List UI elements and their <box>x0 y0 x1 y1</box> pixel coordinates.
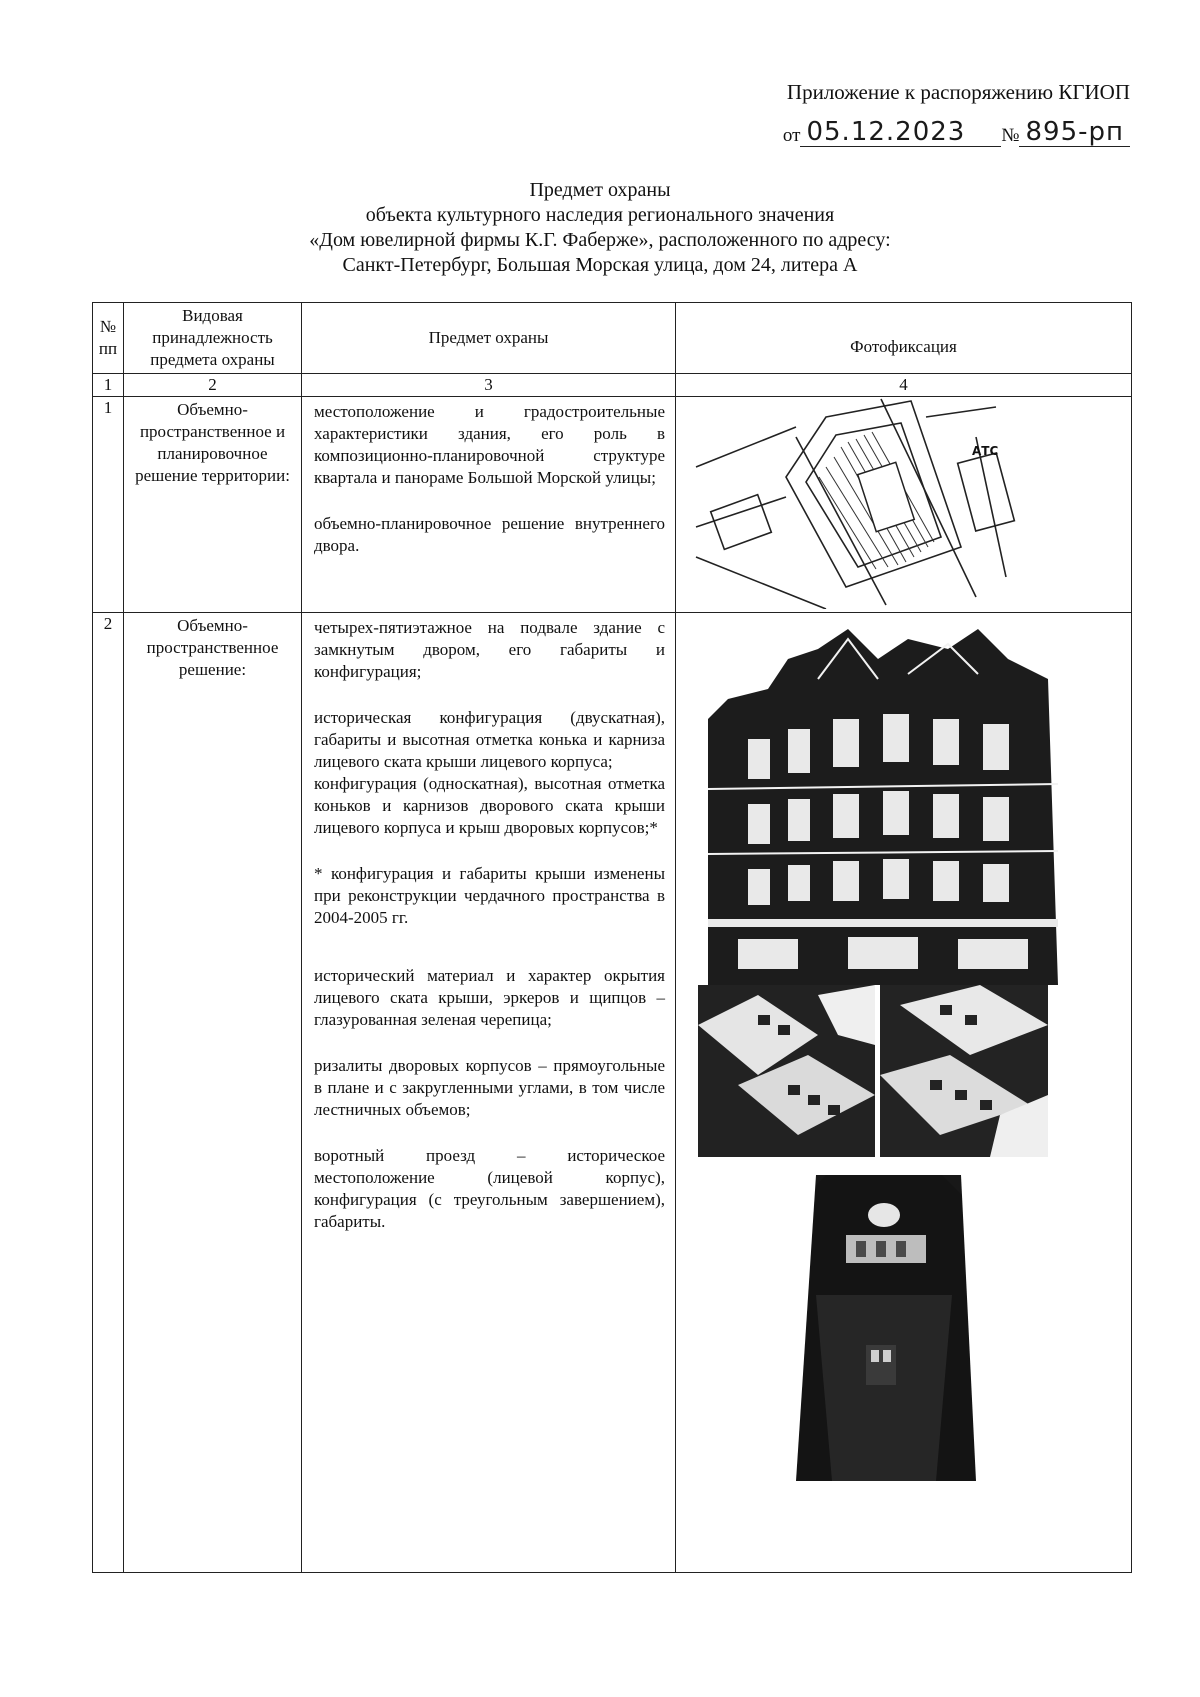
row-subject <box>302 613 676 1573</box>
order-date: 05.12.2023 <box>800 118 971 147</box>
row-number: 2 <box>93 613 124 1573</box>
subject-item: конфигурация (односкатная), высотная отметка коньков и карнизов дворового ската крыши лицевого корпуса и крыш дворовых корпусов;* <box>314 774 665 837</box>
header-subject: Предмет охраны <box>302 303 676 374</box>
site-plan-image <box>676 397 1066 609</box>
subject-item: историческая конфигурация (двускатная), габариты и высотная отметка конька и карниза лицевого ската крыши лицевого корпуса; <box>314 708 665 771</box>
row-number: 1 <box>93 397 124 613</box>
roof-photo-left <box>698 985 875 1157</box>
row-photo <box>676 613 1132 1573</box>
col-num-1: 1 <box>93 374 124 397</box>
subject-item: исторический материал и характер окрытия лицевого ската крыши, эркеров и щипцов – глазурованная зеленая черепица; <box>314 966 665 1029</box>
table-header-row <box>93 303 1132 374</box>
order-reference <box>783 118 1130 147</box>
header-photo: Фотофиксация <box>676 303 1132 374</box>
map-label: АТС <box>972 444 999 458</box>
col-num-3: 3 <box>302 374 676 397</box>
table-column-numbers <box>93 374 1132 397</box>
facade-photo <box>708 619 1058 985</box>
table-row <box>93 613 1132 1573</box>
header-number: № пп <box>93 303 124 374</box>
from-prefix: от <box>782 125 801 146</box>
header-category: Видовая принадлежность предмета охраны <box>124 303 302 374</box>
row-category: Объемно-пространственное решение: <box>124 613 302 1573</box>
subject-item: воротный проезд – историческое местоположение (лицевой корпус), конфигурация (с треугольным завершением), габариты. <box>314 1146 665 1231</box>
subject-item: ризалиты дворовых корпусов – прямоугольные в плане и с закругленными углами, в том числе лестничных объемов; <box>314 1056 665 1119</box>
protection-subject-table <box>92 302 1132 1573</box>
subject-note: * конфигурация и габариты крыши изменены при реконструкции чердачного пространства в 2004-2005 гг. <box>314 864 665 927</box>
subject-item: объемно-планировочное решение внутреннего двора. <box>314 514 665 555</box>
title-line-2: объекта культурного наследия регионального значения <box>365 204 835 226</box>
number-prefix: № <box>1001 125 1020 146</box>
document-title <box>0 178 1200 278</box>
title-line-4: Санкт-Петербург, Большая Морская улица, дом 24, литера А <box>342 254 858 276</box>
row-subject <box>302 397 676 613</box>
subject-item: четырех-пятиэтажное на подвале здание с замкнутым двором, его габариты и конфигурация; <box>314 618 665 681</box>
order-number: 895-рп <box>1019 118 1130 147</box>
col-num-4: 4 <box>676 374 1132 397</box>
date-underline <box>971 118 1001 147</box>
table-row <box>93 397 1132 613</box>
title-line-1: Предмет охраны <box>529 179 671 201</box>
annex-label: Приложение к распоряжению КГИОП <box>786 80 1130 104</box>
row-photo <box>676 397 1132 613</box>
gate-passage-photo <box>786 1175 982 1481</box>
col-num-2: 2 <box>124 374 302 397</box>
title-line-3: «Дом ювелирной фирмы К.Г. Фаберже», расположенного по адресу: <box>309 229 891 251</box>
row-category: Объемно-пространственное и планировочное решение территории: <box>124 397 302 613</box>
roof-photo-right <box>880 985 1048 1157</box>
subject-item: местоположение и градостроительные характеристики здания, его роль в композиционно-планировочной структуре квартала и панораме Большой Морской улицы; <box>314 402 665 487</box>
